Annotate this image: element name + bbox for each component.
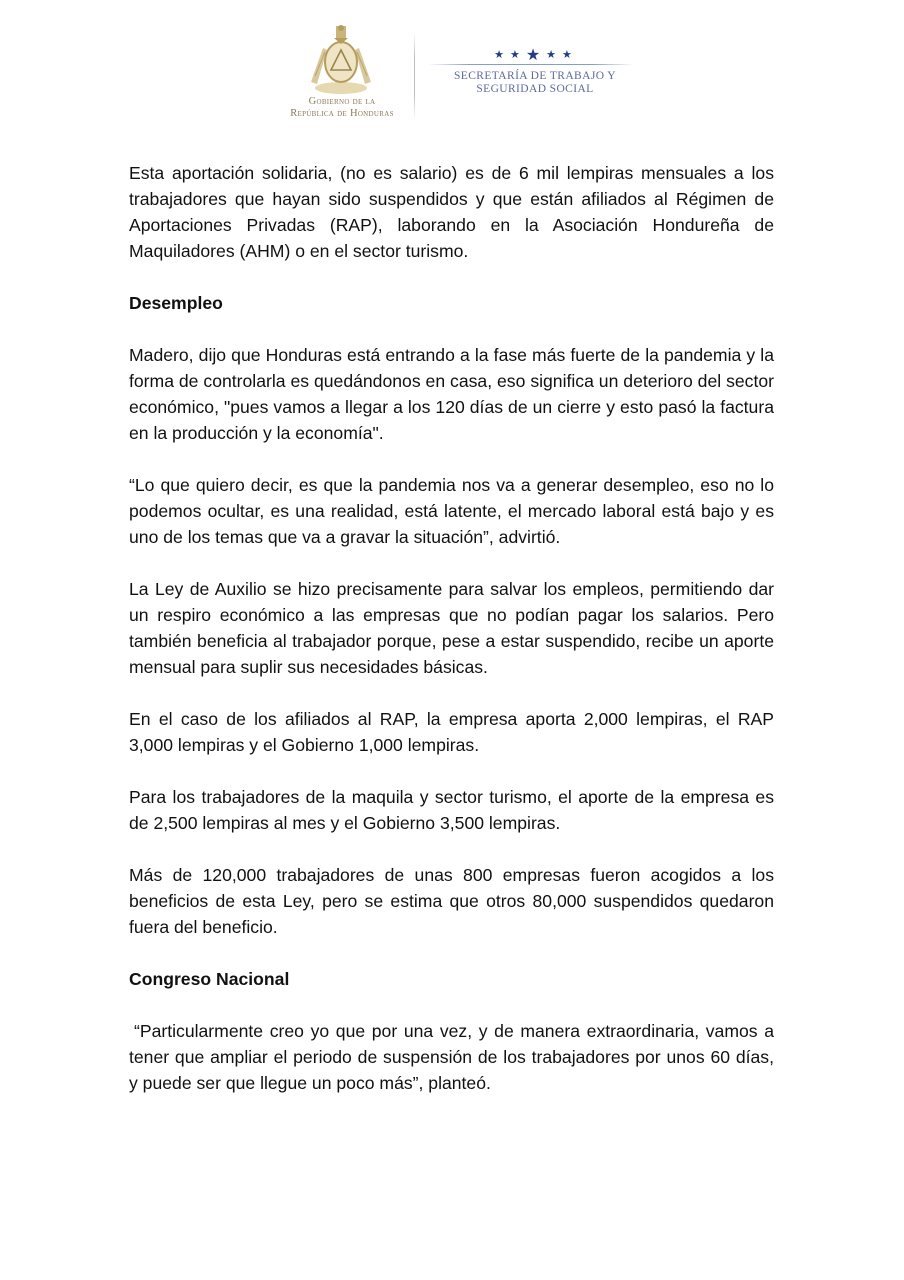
paragraph: En el caso de los afiliados al RAP, la empresa aporta 2,000 lempiras, el RAP 3,000 lempiras y el Gobierno 1,000 lempiras. bbox=[129, 709, 774, 755]
ministry-rule bbox=[428, 64, 634, 65]
ministry-name bbox=[440, 70, 630, 96]
star-icon: ★ bbox=[562, 48, 572, 61]
star-icon: ★ bbox=[494, 48, 504, 61]
ministry-line-1: SECRETARÍA DE TRABAJO Y bbox=[454, 70, 616, 82]
star-icon: ★ bbox=[546, 48, 557, 61]
section-heading-congreso: Congreso Nacional bbox=[129, 969, 290, 989]
honduras-coat-of-arms-icon bbox=[303, 22, 379, 98]
star-icon: ★ bbox=[509, 48, 520, 61]
paragraph: Más de 120,000 trabajadores de unas 800 empresas fueron acogidos a los beneficios de esta Ley, pero se estima que otros 80,000 suspendidos quedaron fuera del beneficio. bbox=[129, 865, 774, 937]
paragraph: Madero, dijo que Honduras está entrando a la fase más fuerte de la pandemia y la forma de controlarla es quedándonos en casa, eso significa un deterioro del sector económico, "pues vamos a llegar a los 120 días de un cierre y esto pasó la factura en la producción y la economía". bbox=[129, 345, 774, 443]
government-name bbox=[262, 96, 422, 120]
paragraph: Esta aportación solidaria, (no es salario) es de 6 mil lempiras mensuales a los trabajadores que hayan sido suspendidos y que están afiliados al Régimen de Aportaciones Privadas (RAP), laborando en la Asociación Hondureña de Maquiladores (AHM) o en el sector turismo. bbox=[129, 163, 774, 261]
stars-icon bbox=[478, 44, 588, 64]
paragraph: “Lo que quiero decir, es que la pandemia nos va a generar desempleo, eso no lo podemos ocultar, es una realidad, está latente, el mercado laboral está bajo y es uno de los temas que va a gravar la situación”, advirtió. bbox=[129, 475, 774, 547]
paragraph: Para los trabajadores de la maquila y sector turismo, el aporte de la empresa es de 2,500 lempiras al mes y el Gobierno 3,500 lempiras. bbox=[129, 787, 774, 833]
star-icon: ★ bbox=[525, 45, 541, 64]
paragraph: “Particularmente creo yo que por una vez, y de manera extraordinaria, vamos a tener que ampliar el periodo de suspensión de los trabajadores por unos 60 días, y puede ser que llegue un poco más”, planteó. bbox=[129, 1021, 774, 1093]
letterhead bbox=[0, 14, 904, 124]
document-body bbox=[129, 160, 774, 1122]
header-divider bbox=[414, 32, 415, 120]
gov-line-2: República de Honduras bbox=[290, 108, 394, 119]
paragraph: La Ley de Auxilio se hizo precisamente para salvar los empleos, permitiendo dar un respiro económico a las empresas que no podían pagar los salarios. Pero también beneficia al trabajador porque, pese a estar suspendido, recibe un aporte mensual para suplir sus necesidades básicas. bbox=[129, 579, 774, 677]
ministry-line-2: SEGURIDAD SOCIAL bbox=[476, 83, 594, 95]
gov-line-1: Gobierno de la bbox=[308, 96, 376, 107]
section-heading-desempleo: Desempleo bbox=[129, 293, 223, 313]
